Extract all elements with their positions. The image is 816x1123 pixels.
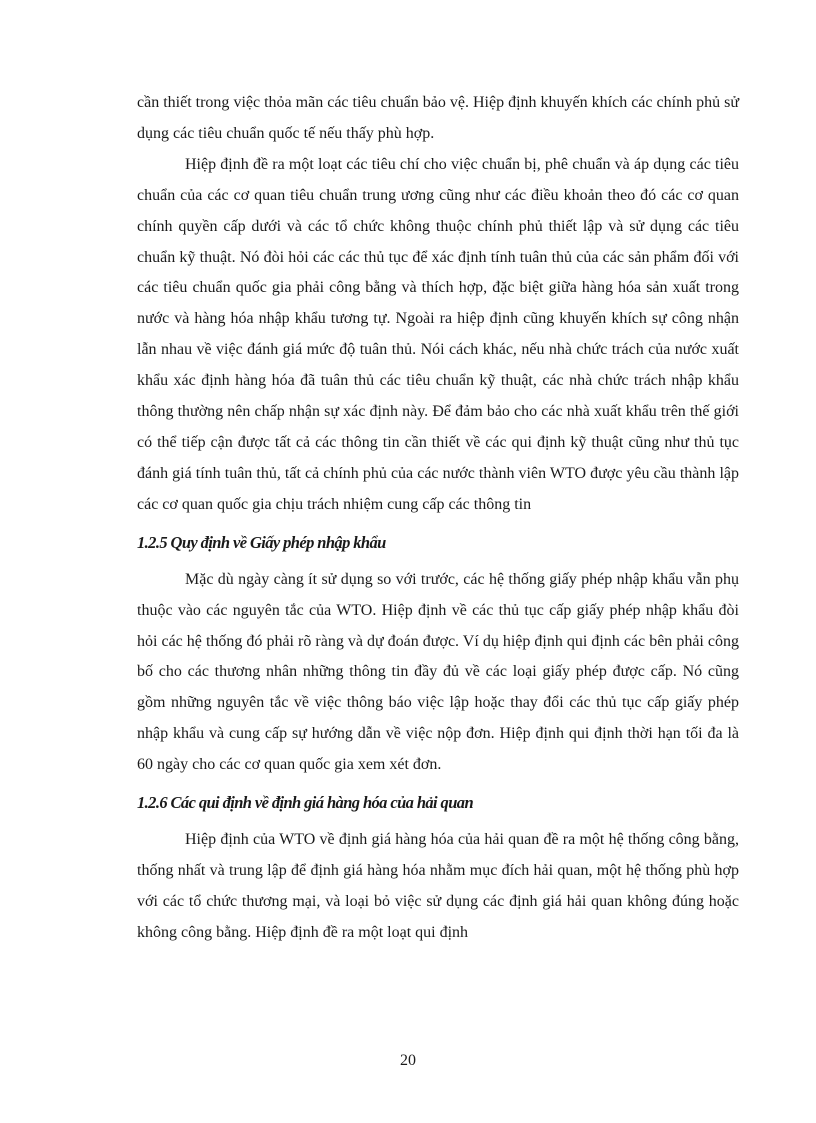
document-page — [137, 88, 739, 949]
paragraph-customs-valuation: Hiệp định của WTO về định giá hàng hóa của hải quan đề ra một hệ thống công bằng, thống nhất và trung lập để định giá hàng hóa nhằm mục đích hải quan, một hệ thống phù hợp với các tổ chức thương mại, và loại bỏ việc sử dụng các định giá hải quan không đúng hoặc không công bằng. Hiệp định đề ra một loạt qui định — [137, 831, 739, 941]
paragraph-continuation: cần thiết trong việc thỏa mãn các tiêu chuẩn bảo vệ. Hiệp định khuyến khích các chính phủ sử dụng các tiêu chuẩn quốc tế nếu thấy phù hợp. — [137, 94, 739, 142]
paragraph-import-licensing: Mặc dù ngày càng ít sử dụng so với trước, các hệ thống giấy phép nhập khẩu vẫn phụ thuộc vào các nguyên tắc của WTO. Hiệp định về các thủ tục cấp giấy phép nhập khẩu đòi hỏi các hệ thống đó phải rõ ràng và dự đoán được. Ví dụ hiệp định qui định các bên phải công bố cho các thương nhân những thông tin đầy đủ về các loại giấy phép được cấp. Nó cũng gồm những nguyên tắc về việc thông báo việc lập hoặc thay đổi các thủ tục cấp giấy phép nhập khẩu và cung cấp sự hướng dẫn về việc nộp đơn. Hiệp định qui định thời hạn tối đa là 60 ngày cho các cơ quan quốc gia xem xét đơn. — [137, 570, 739, 774]
paragraph-technical-standards: Hiệp định đề ra một loạt các tiêu chí cho việc chuẩn bị, phê chuẩn và áp dụng các tiêu chuẩn của các cơ quan tiêu chuẩn trung ương cũng như các điều khoản theo đó các cơ quan chính quyền cấp dưới và các tổ chức không thuộc chính phủ thiết lập và sử dụng các tiêu chuẩn kỹ thuật. Nó đòi hỏi các các thủ tục để xác định tính tuân thủ của các sản phẩm đối với các tiêu chuẩn quốc gia phải công bằng và thích hợp, đặc biệt giữa hàng hóa sản xuất trong nước và hàng hóa nhập khẩu tương tự. Ngoài ra hiệp định cũng khuyến khích sự công nhận lẫn nhau về việc đánh giá mức độ tuân thủ. Nói cách khác, nếu nhà chức trách của nước xuất khẩu xác định hàng hóa đã tuân thủ các tiêu chuẩn kỹ thuật, các nhà chức trách nhập khẩu thông thường nên chấp nhận sự xác định này. Để đảm bảo cho các nhà xuất khẩu trên thế giới có thể tiếp cận được tất cả các thông tin cần thiết về các qui định kỹ thuật cũng như thủ tục đánh giá tính tuân thủ, tất cả chính phủ của các nước thành viên WTO được yêu cầu thành lập các cơ quan quốc gia chịu trách nhiệm cung cấp các thông tin — [137, 155, 739, 513]
section-heading-customs-valuation: 1.2.6 Các qui định về định giá hàng hóa của hải quan — [137, 793, 474, 813]
section-heading-import-licensing: 1.2.5 Quy định về Giấy phép nhập khẩu — [137, 532, 386, 552]
page-number: 20 — [400, 1052, 416, 1069]
